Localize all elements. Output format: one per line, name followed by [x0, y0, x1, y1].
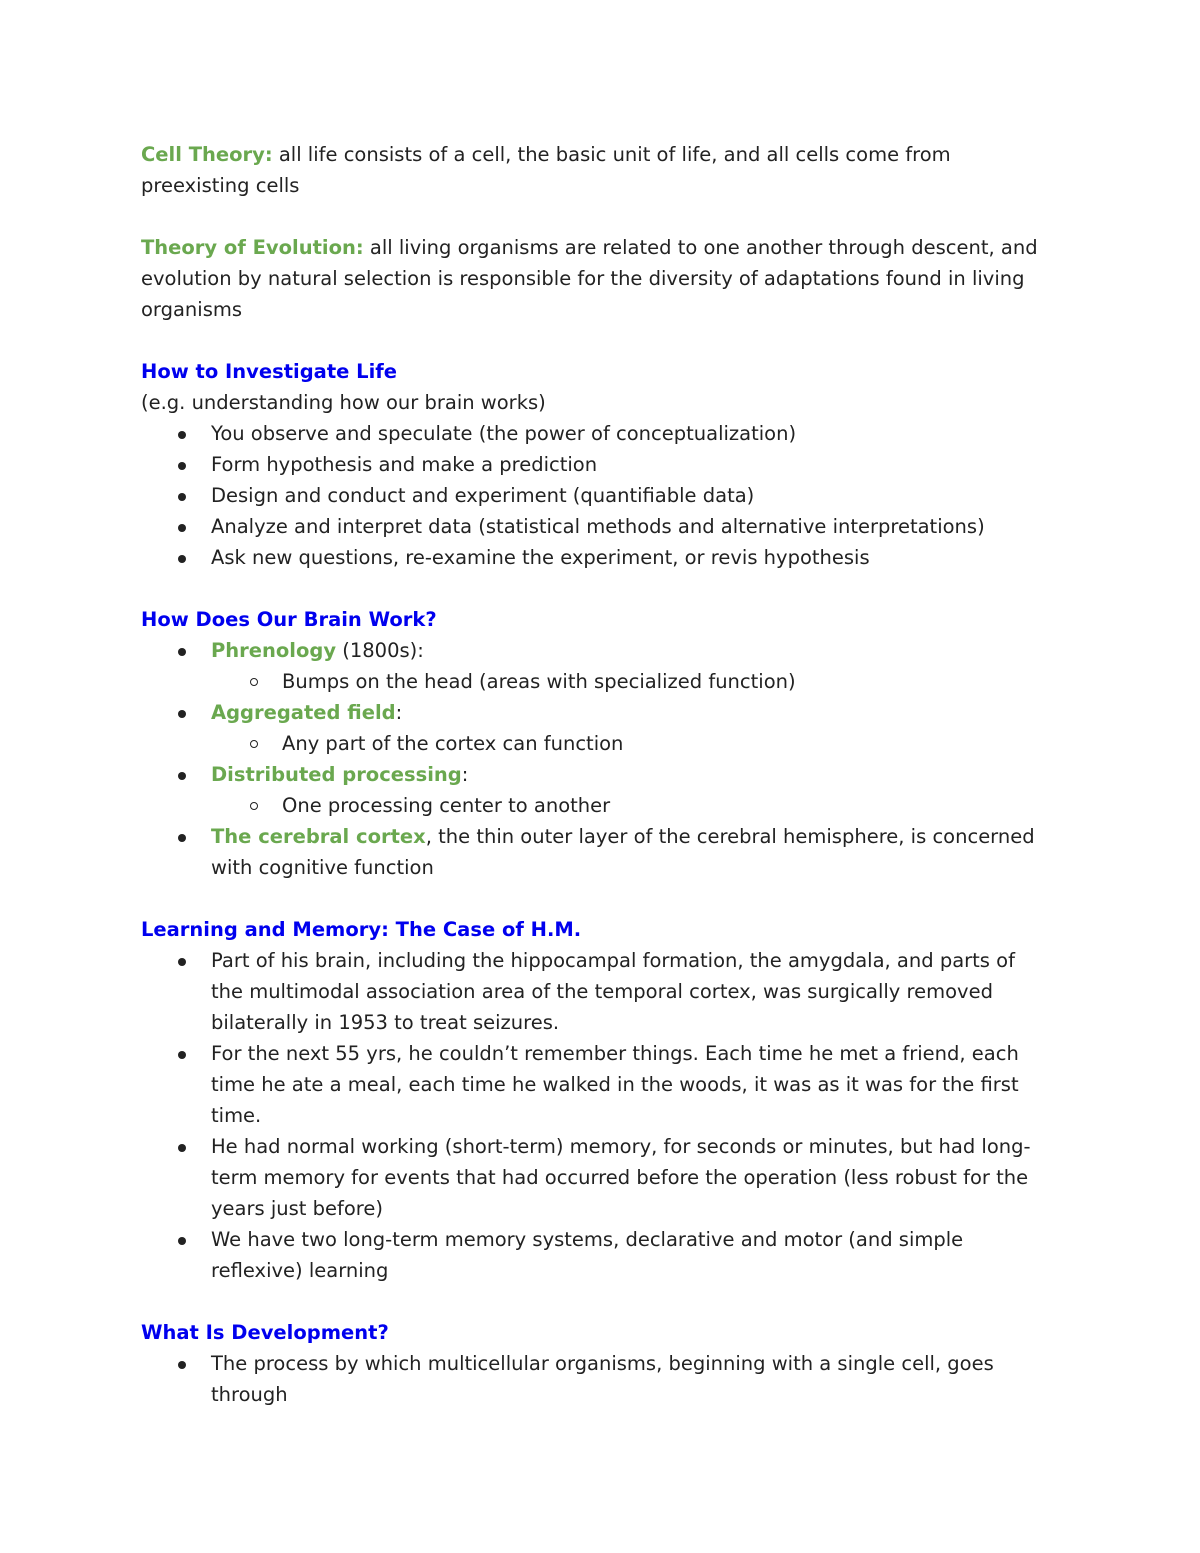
evolution-paragraph: [141, 232, 1041, 325]
development-list: [141, 1348, 1041, 1410]
development-heading: What Is Development?: [141, 1321, 389, 1344]
list-item: Part of his brain, including the hippocampal formation, the amygdala, and parts of the multimodal association area of the temporal cortex, was surgically removed bilaterally in 1953 to treat seizures.: [211, 945, 1041, 1038]
cerebral-cortex-rest: , the thin outer layer of the cerebral hemisphere, is concerned with cognitive function: [211, 825, 1035, 879]
distributed-processing-term: Distributed processing: [211, 763, 462, 786]
evolution-text: all living organisms are related to one another through descent, and evolution by natural selection is responsible for the diversity of adaptations found in living organisms: [141, 236, 1038, 321]
list-item: We have two long-term memory systems, declarative and motor (and simple reflexive) learning: [211, 1224, 1041, 1286]
sub-list-item: Bumps on the head (areas with specialized function): [282, 666, 1041, 697]
list-item: For the next 55 yrs, he couldn’t remember things. Each time he met a friend, each time he ate a meal, each time he walked in the woods, it was as it was for the first time.: [211, 1038, 1041, 1131]
brain-heading: How Does Our Brain Work?: [141, 608, 437, 631]
aggregated-field-term: Aggregated field: [211, 701, 396, 724]
investigate-intro: (e.g. understanding how our brain works): [141, 391, 546, 414]
document-page: [141, 139, 1041, 1410]
list-item-cerebral-cortex: [211, 821, 1041, 883]
cell-theory-paragraph: [141, 139, 1041, 201]
brain-list: [141, 635, 1041, 883]
aggregated-field-rest: :: [395, 701, 403, 724]
list-item-distributed-processing: [211, 759, 1041, 821]
distributed-processing-sublist: [211, 790, 1041, 821]
list-item-aggregated-field: [211, 697, 1041, 759]
list-item: Ask new questions, re-examine the experiment, or revis hypothesis: [211, 542, 1041, 573]
list-item: Analyze and interpret data (statistical methods and alternative interpretations): [211, 511, 1041, 542]
cell-theory-text: all life consists of a cell, the basic unit of life, and all cells come from preexisting cells: [141, 143, 951, 197]
evolution-term: Theory of Evolution:: [141, 236, 364, 259]
list-item: You observe and speculate (the power of conceptualization): [211, 418, 1041, 449]
sub-list-item: One processing center to another: [282, 790, 1041, 821]
cell-theory-term: Cell Theory:: [141, 143, 273, 166]
investigate-heading: How to Investigate Life: [141, 360, 397, 383]
list-item-phrenology: [211, 635, 1041, 697]
phrenology-term: Phrenology: [211, 639, 337, 662]
phrenology-rest: (1800s):: [336, 639, 424, 662]
list-item: Form hypothesis and make a prediction: [211, 449, 1041, 480]
memory-list: [141, 945, 1041, 1286]
distributed-processing-rest: :: [461, 763, 469, 786]
list-item: The process by which multicellular organisms, beginning with a single cell, goes through: [211, 1348, 1041, 1410]
cerebral-cortex-term: The cerebral cortex: [211, 825, 426, 848]
aggregated-field-sublist: [211, 728, 1041, 759]
phrenology-sublist: [211, 666, 1041, 697]
list-item: Design and conduct and experiment (quantifiable data): [211, 480, 1041, 511]
list-item: He had normal working (short-term) memory, for seconds or minutes, but had long-term memory for events that had occurred before the operation (less robust for the years just before): [211, 1131, 1041, 1224]
memory-heading: Learning and Memory: The Case of H.M.: [141, 918, 582, 941]
sub-list-item: Any part of the cortex can function: [282, 728, 1041, 759]
investigate-list: [141, 418, 1041, 573]
